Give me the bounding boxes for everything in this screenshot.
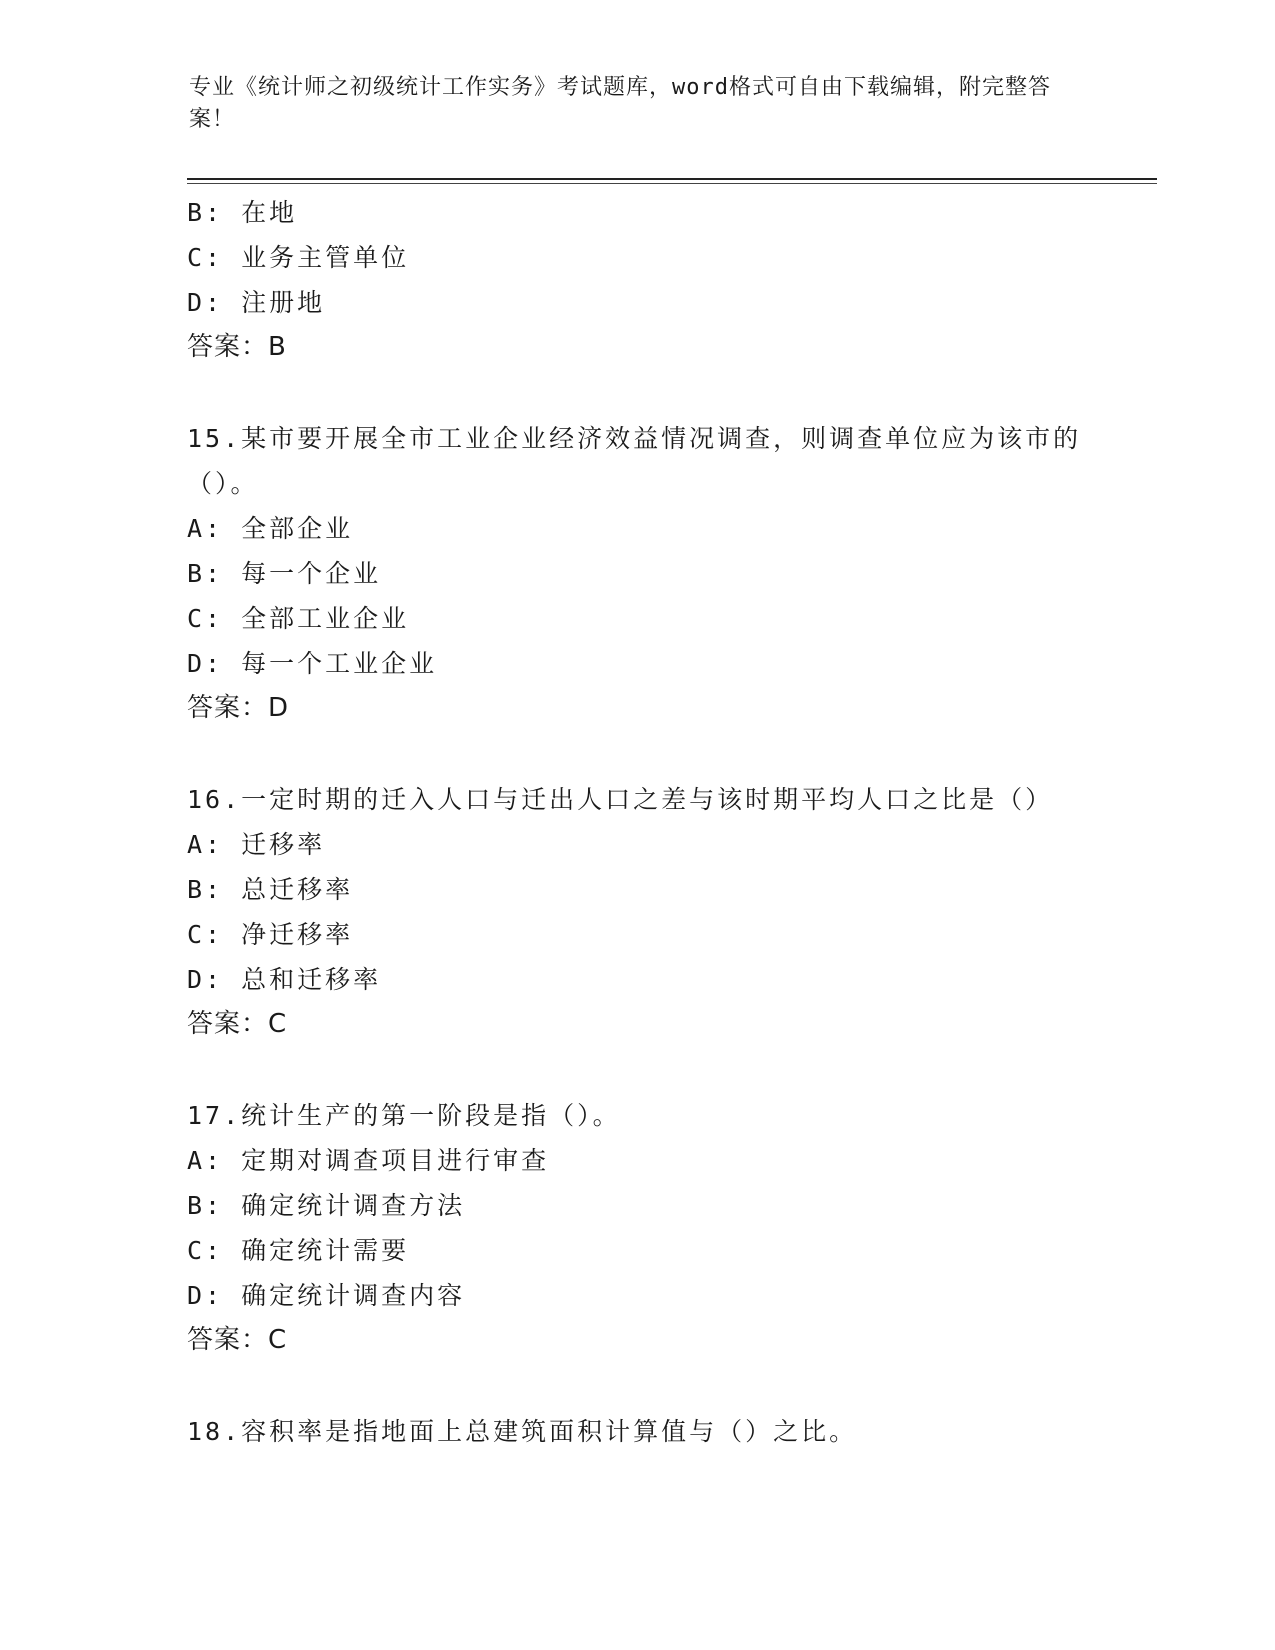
answer-line: 答案：C — [187, 1009, 288, 1039]
question-14-tail — [187, 190, 1087, 370]
question-15 — [187, 416, 1087, 731]
header-divider-thin — [187, 183, 1157, 184]
answer-line: 答案：C — [187, 1325, 288, 1355]
option-d: D: 每一个工业企业 — [187, 649, 438, 678]
header-divider-thick — [187, 178, 1157, 180]
question-stem: 17.统计生产的第一阶段是指（）。 — [187, 1101, 621, 1130]
question-17 — [187, 1093, 1087, 1363]
option-c: C: 全部工业企业 — [187, 604, 410, 633]
option-b: B: 每一个企业 — [187, 559, 382, 588]
option-d: D: 总和迁移率 — [187, 965, 382, 994]
option-d: D: 确定统计调查内容 — [187, 1281, 466, 1310]
option-c: C: 净迁移率 — [187, 920, 354, 949]
document-header: 专业《统计师之初级统计工作实务》考试题库，word格式可自由下载编辑，附完整答案！ — [189, 75, 1051, 132]
answer-line: 答案：D — [187, 693, 290, 723]
option-a: A: 全部企业 — [187, 514, 354, 543]
option-a: A: 定期对调查项目进行审查 — [187, 1146, 550, 1175]
question-stem: 16.一定时期的迁入人口与迁出人口之差与该时期平均人口之比是（） — [187, 785, 1054, 814]
option-c: C: 确定统计需要 — [187, 1236, 410, 1265]
question-16 — [187, 777, 1087, 1047]
option-b: B: 在地 — [187, 198, 298, 227]
answer-line: 答案：B — [187, 332, 287, 362]
question-list — [187, 190, 1087, 1454]
option-b: B: 总迁移率 — [187, 875, 354, 904]
question-stem: 15.某市要开展全市工业企业经济效益情况调查，则调查单位应为该市的（）。 — [187, 424, 1082, 498]
option-b: B: 确定统计调查方法 — [187, 1191, 466, 1220]
option-a: A: 迁移率 — [187, 830, 326, 859]
option-d: D: 注册地 — [187, 288, 326, 317]
option-c: C: 业务主管单位 — [187, 243, 410, 272]
question-18 — [187, 1409, 1087, 1454]
question-stem: 18.容积率是指地面上总建筑面积计算值与（）之比。 — [187, 1417, 858, 1446]
